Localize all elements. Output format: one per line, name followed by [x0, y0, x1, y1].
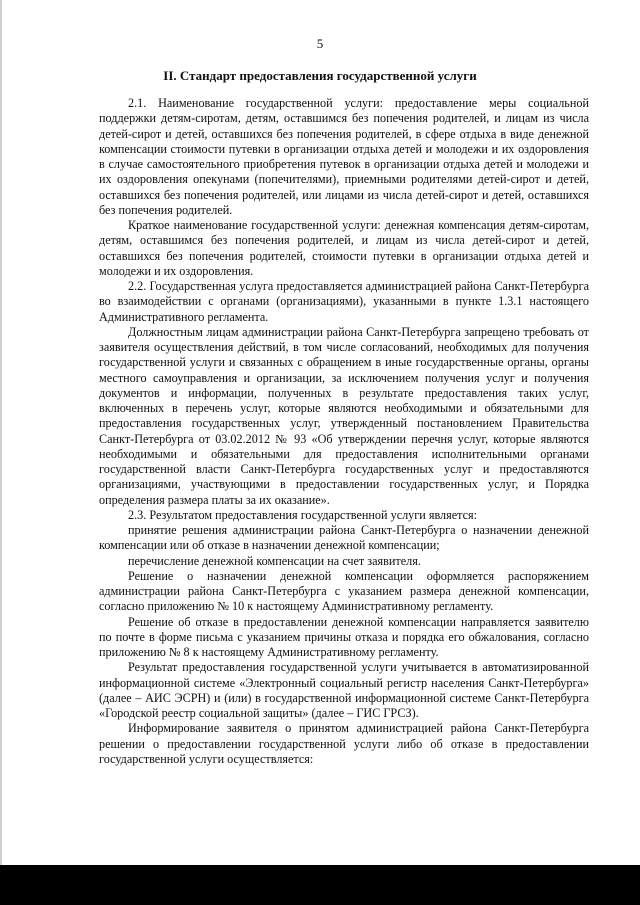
paragraph-transfer: перечисление денежной компенсации на счет заявителя.	[128, 553, 421, 568]
paragraph-refusal-decision: Решение об отказе в предоставлении денежной компенсации направляется заявителю по почте в форме письма с указанием причины отказа и порядка его обжалования, согласно приложению № 8 к настоящему Административному регламенту.	[99, 614, 589, 659]
paragraph-result-accounting: Результат предоставления государственной услуги учитывается в автоматизированной информационной системе «Электронный социальный регистр населения Санкт-Петербурга» (далее – АИС ЭСРН) и (или) в государственной информационной системе Санкт-Петербурга «Городской реестр социальной защиты» (далее – ГИС ГРСЗ).	[99, 660, 589, 720]
paragraph-short-name: Краткое наименование государственной услуги: денежная компенсация детям-сиротам, детям, оставшимся без попечения родителей, и лицам из числа детей-сирот и детей, оставшихся без попечения родителей, стоимости путевки в организации отдыха детей и молодежи и их оздоровления.	[99, 218, 589, 278]
section-title: II. Стандарт предоставления государственной услуги	[163, 68, 477, 83]
paragraph-2-3: 2.3. Результатом предоставления государственной услуги является:	[128, 507, 478, 522]
paragraph-approval-decision: Решение о назначении денежной компенсации оформляется распоряжением администрации района Санкт-Петербурга с указанием размера денежной компенсации, согласно приложению № 10 к настоящему Административному регламенту.	[99, 568, 589, 614]
paragraph-2-2: 2.2. Государственная услуга предоставляется администрацией района Санкт-Петербурга во взаимодействии с органами (организациями), указанными в пункте 1.3.1 настоящего Административного регламента.	[99, 279, 589, 324]
scan-left-edge	[0, 0, 2, 865]
paragraph-decision: принятие решения администрации района Санкт-Петербурга о назначении денежной компенсации или об отказе в назначении денежной компенсации;	[99, 523, 589, 553]
paragraph-2-1: 2.1. Наименование государственной услуги: предоставление меры социальной поддержки детям-сиротам, детям, оставшимся без попечения родителей, и лицам из числа детей-сирот и детей, оставшихся без попечения родителей, в сфере отдыха в виде денежной компенсации стоимости путевки в организации отдыха детей и молодежи и их оздоровления в случае самостоятельного приобретения путевок в организации отдыха детей и молодежи и их оздоровления опекунами (попечителями), приемными родителями детей-сирот и детей, оставшихся без попечения родителей, или лицами из числа детей-сирот и детей, оставшихся без попечения родителей.	[99, 96, 589, 217]
scan-bottom-bar	[0, 865, 640, 905]
page-number: 5	[316, 36, 324, 51]
paragraph-informing: Информирование заявителя о принятом администрацией района Санкт-Петербурга решении о предоставлении государственной услуги либо об отказе в предоставлении государственной услуги осуществляется:	[99, 721, 589, 766]
paragraph-officials-prohibition: Должностным лицам администрации района Санкт-Петербурга запрещено требовать от заявителя осуществления действий, в том числе согласований, необходимых для получения государственной услуги и связанных с обращением в иные государственные органы, органы местного самоуправления и организации, за исключением получения услуг и получения документов и информации, полученных в результате предоставления таких услуг, включенных в перечень услуг, которые являются необходимыми и обязательными для предоставления государственных услуг, утвержденный постановлением Правительства Санкт-Петербурга от 03.02.2012 № 93 «Об утверждении перечня услуг, которые являются необходимыми и обязательными для предоставления исполнительными органами государственной власти Санкт-Петербурга государственных услуг и предоставляются организациями, участвующими в предоставлении государственных услуг, и Порядка определения размера платы за их оказание».	[99, 324, 589, 507]
body-text	[99, 96, 589, 767]
